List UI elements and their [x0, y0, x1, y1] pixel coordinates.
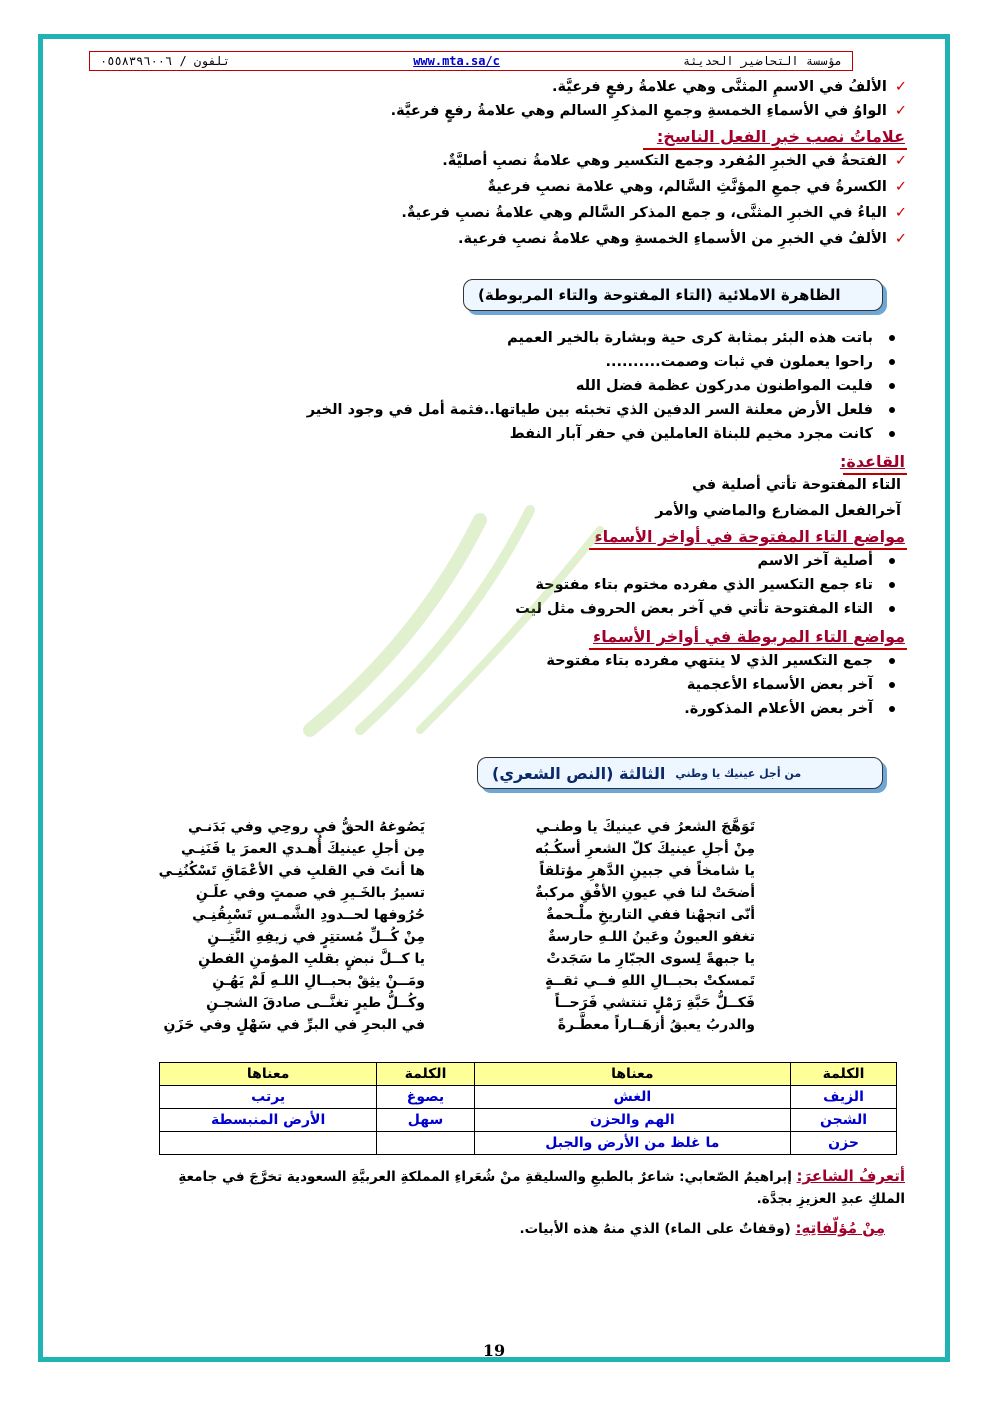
- spelling-section-title: الظاهرة الاملائية (التاء المفتوحة والتاء المربوطة): [478, 286, 841, 304]
- nasb-mark-2: ✓الكسرةُ في جمعِ المؤنَّثِ السَّالم، وهي علامة نصبِ فرعيةٌ: [487, 179, 907, 195]
- closed-ta-heading: مواضع التاء المربوطة في أواخر الأسماء: [593, 627, 905, 646]
- table-cell: سهل: [377, 1109, 474, 1132]
- poem-verse-right: والدربُ يعبقُ أزهَــاراً معطَّـرةً: [557, 1017, 755, 1033]
- table-header: معناها: [160, 1063, 377, 1086]
- poet-label: أتعرفُ الشاعرَ:: [796, 1167, 905, 1185]
- closed-ta-item-3: آخر بعض الأعلام المذكورة.: [684, 701, 895, 717]
- poem-verse-right: يا جبهةً لِسوى الجبّارِ ما سَجَدتْ: [546, 951, 755, 967]
- heading-underline: [589, 548, 907, 550]
- poet-text-line-2: الملكِ عبدِ العزيزِ بجدَّة.: [756, 1191, 905, 1207]
- poem-verse-left: وكُــلُّ طيرٍ تغنَّــى صادقَ الشجـنِ: [206, 995, 425, 1011]
- poem-verse-left: حُرُوفها لحــدودِ الشَّمـسِ تَسْبِقُنِـي: [192, 907, 425, 923]
- poem-verse-right: أضحَتْ لنا في عيونِ الأفْقِ مركبةٌ: [535, 885, 755, 901]
- watermark-logo: [300, 480, 620, 740]
- spelling-example-3: فليت المواطنون مدركون عظمة فضل الله: [576, 378, 895, 394]
- spelling-example-5: كانت مجرد مخيم للبناة العاملين في حفر آبار النفط: [510, 426, 895, 442]
- check-icon: ✓: [894, 231, 907, 247]
- closed-ta-item-2: آخر بعض الأسماء الأعجمية: [687, 677, 895, 693]
- table-cell: يرتب: [160, 1086, 377, 1109]
- open-ta-item-3: التاء المفتوحة تأتي في آخر بعض الحروف مثل ليت: [515, 601, 895, 617]
- bullet-icon: [889, 658, 895, 664]
- open-ta-item-1: أصلية آخر الاسم: [757, 553, 895, 569]
- nasb-heading: علاماتُ نصب خبرِ الفعل الناسخ:: [656, 127, 905, 146]
- rule-line-1: التاء المفتوحة تأتي أصلية في: [692, 477, 901, 493]
- poem-section-box: [477, 757, 883, 789]
- poem-verse-left: تسيرُ بالخَـيرِ في صمتٍ وفي علَـنِ: [195, 885, 425, 901]
- poem-verse-right: تَوَهَّجَ الشعرُ في عينيكَ يا وطنـي: [535, 819, 755, 835]
- check-icon: ✓: [894, 179, 907, 195]
- bullet-icon: [889, 335, 895, 341]
- raf-mark-2: ✓الواوُ في الأسماءِ الخمسةِ وجمعِ المذكرِ السالم وهي علامةُ رفعٍ فرعيَّة.: [390, 103, 907, 119]
- works-text: (وقفاتٌ على الماء) الذي منهُ هذه الأبيات.: [519, 1221, 791, 1237]
- table-header: الكلمة: [791, 1063, 897, 1086]
- poem-verse-left: مِن أجلِ عينيكَ أُهـدي العمرَ يا فَنَنِـي: [181, 841, 425, 857]
- poem-verse-right: مِنْ أجلِ عينيكَ كلّ الشعرِ أسكُـبُه: [534, 841, 755, 857]
- table-cell: الأرض المنبسطة: [160, 1109, 377, 1132]
- bullet-icon: [889, 682, 895, 688]
- vocabulary-table: [159, 1062, 897, 1155]
- poem-verse-right: أنّى اتجهْنا ففي التاريخِ ملْـحمةٌ: [545, 907, 755, 923]
- table-cell: الغش: [474, 1086, 790, 1109]
- bullet-icon: [889, 383, 895, 389]
- table-row: [160, 1086, 897, 1109]
- poem-subtitle: من أجل عينيك يا وطني: [675, 766, 802, 780]
- poem-verse-left: ها أنتَ في القلبِ في الأعْمَاقِ تَسْكُنُنِـي: [158, 863, 425, 879]
- poem-verse-left: يَصُوغهُ الحقُّ في روحِي وفي بَدَنـي: [188, 819, 425, 835]
- table-cell: [377, 1132, 474, 1155]
- header-phone: تلفون / ٠٥٥٨٣٩٦٠٠٦: [100, 54, 231, 68]
- bullet-icon: [889, 407, 895, 413]
- check-icon: ✓: [894, 153, 907, 169]
- poem-verse-right: يا شامخاً في جبينِ الدَّهرِ مؤتلقاً: [539, 863, 755, 879]
- poem-verse-left: ومَــنْ يثِقْ بحبــالِ اللـهِ لَمْ يَهُـنِ: [212, 973, 425, 989]
- works-label: مِنْ مُؤلّفاتِهِ:: [795, 1219, 885, 1237]
- table-header: معناها: [474, 1063, 790, 1086]
- spelling-example-2: راحوا يعملون في ثبات وصمت..........: [606, 354, 895, 370]
- poem-verse-right: فَكــلُّ حَبَّةِ رَمْلٍ تنتشي فَرَحــاً: [554, 995, 755, 1011]
- bullet-icon: [889, 582, 895, 588]
- check-icon: ✓: [894, 103, 907, 119]
- bullet-icon: [889, 558, 895, 564]
- rule-heading: القاعدة:: [839, 452, 905, 471]
- header-org: مؤسسة التحاضير الحديثة: [683, 54, 842, 68]
- poet-text: إبراهيمُ الصّعابي: شاعرٌ بالطبعِ والسليقةِ منْ شُعَراءِ المملكةِ العربيَّةِ السعودية تخرَّجَ في جامعةِ: [178, 1169, 792, 1185]
- table-cell: الزيف: [791, 1086, 897, 1109]
- poet-intro: [178, 1167, 905, 1185]
- poet-works: [519, 1219, 885, 1237]
- heading-underline: [589, 648, 907, 650]
- raf-mark-1: ✓الألفُ في الاسمِ المثنَّى وهي علامةُ رفعٍ فرعيَّة.: [552, 79, 907, 95]
- spelling-example-4: فلعل الأرض معلنة السر الدفين الذي تخبئه بين طياتها..فثمة أمل في وجود الخير: [307, 402, 895, 418]
- nasb-mark-4: ✓الألفُ في الخبرِ من الأسماءِ الخمسةِ وهي علامةُ نصبِ فرعية.: [458, 231, 907, 247]
- bullet-icon: [889, 706, 895, 712]
- rule-line-2: آخرالفعل المضارع والماضي والأمر: [655, 503, 901, 519]
- nasb-mark-3: ✓الياءُ في الخبرِ المثنَّى، و جمع المذكر السَّالم وهي علامةُ نصبِ فرعيةٌ.: [401, 205, 907, 221]
- table-cell: الهم والحزن: [474, 1109, 790, 1132]
- poem-verse-right: تَمسكتْ بحبــالِ اللهِ فــي ثقــةٍ: [545, 973, 755, 989]
- table-row: [160, 1132, 897, 1155]
- poem-verse-left: مِنْ كُــلِّ مُستتِرٍ في زيفِهِ النَّتِــنِ: [207, 929, 425, 945]
- open-ta-item-2: تاء جمع التكسير الذي مفرده مختوم بتاء مفتوحة: [535, 577, 895, 593]
- page-number: 19: [482, 1341, 506, 1360]
- table-header-row: [160, 1063, 897, 1086]
- page-header: [89, 51, 853, 71]
- heading-underline: [643, 148, 907, 150]
- poem-verse-right: تغفو العيونُ وعَينُ اللـهِ حارسةٌ: [547, 929, 755, 945]
- open-ta-heading: مواضع التاء المفتوحة في أواخر الأسماء: [594, 527, 905, 546]
- bullet-icon: [889, 359, 895, 365]
- table-header: الكلمة: [377, 1063, 474, 1086]
- header-url-link[interactable]: www.mta.sa/c: [413, 54, 500, 68]
- heading-underline: [843, 473, 907, 475]
- table-cell: الشجن: [791, 1109, 897, 1132]
- table-cell: [160, 1132, 377, 1155]
- check-icon: ✓: [894, 205, 907, 221]
- poem-verse-left: يا كــلَّ نبضٍ بقلبِ المؤمنِ الفطنِ: [198, 951, 425, 967]
- check-icon: ✓: [894, 79, 907, 95]
- spelling-example-1: باتت هذه البئر بمثابة كرى حية وبشارة بالخير العميم: [507, 330, 895, 346]
- bullet-icon: [889, 606, 895, 612]
- table-cell: حزن: [791, 1132, 897, 1155]
- spelling-section-box: [463, 279, 883, 311]
- nasb-mark-1: ✓الفتحةُ في الخبرِ المُفرد وجمع التكسير وهي علامةُ نصبِ أصليَّةٌ.: [442, 153, 907, 169]
- closed-ta-item-1: جمع التكسير الذي لا ينتهي مفرده بتاء مفتوحة: [546, 653, 895, 669]
- table-cell: يصوغ: [377, 1086, 474, 1109]
- poem-verse-left: في البحرِ في البرِّ في سَهْلٍ وفي حَزَنِ: [163, 1017, 425, 1033]
- table-row: [160, 1109, 897, 1132]
- poem-title: الثالثة (النص الشعري): [492, 763, 666, 783]
- table-cell: ما غلظ من الأرض والجبل: [474, 1132, 790, 1155]
- bullet-icon: [889, 431, 895, 437]
